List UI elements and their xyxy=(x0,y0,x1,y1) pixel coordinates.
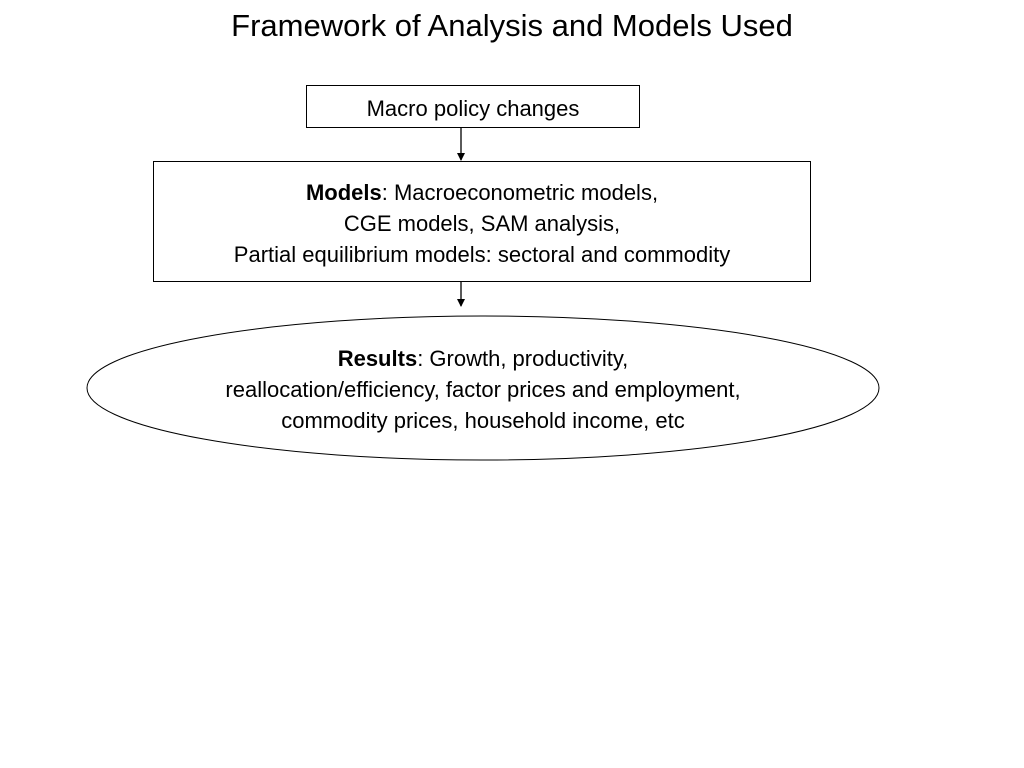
results-line-1-text: : Growth, productivity, xyxy=(417,346,629,371)
models-line-1 xyxy=(154,177,810,208)
models-line-2: CGE models, SAM analysis, xyxy=(343,211,621,236)
models-heading: Models xyxy=(305,180,382,205)
macro-policy-box xyxy=(306,85,640,128)
results-line-1 xyxy=(86,343,880,374)
macro-policy-label: Macro policy changes xyxy=(366,96,580,121)
results-heading: Results xyxy=(337,346,418,371)
models-box xyxy=(153,161,811,282)
diagram-title: Framework of Analysis and Models Used xyxy=(231,8,793,43)
results-line-3: commodity prices, household income, etc xyxy=(281,408,685,433)
results-line-2: reallocation/efficiency, factor prices and employment, xyxy=(225,377,741,402)
results-node xyxy=(86,343,880,436)
models-line-3: Partial equilibrium models: sectoral and commodity xyxy=(233,242,731,267)
models-line-1-text: : Macroeconometric models, xyxy=(381,180,659,205)
